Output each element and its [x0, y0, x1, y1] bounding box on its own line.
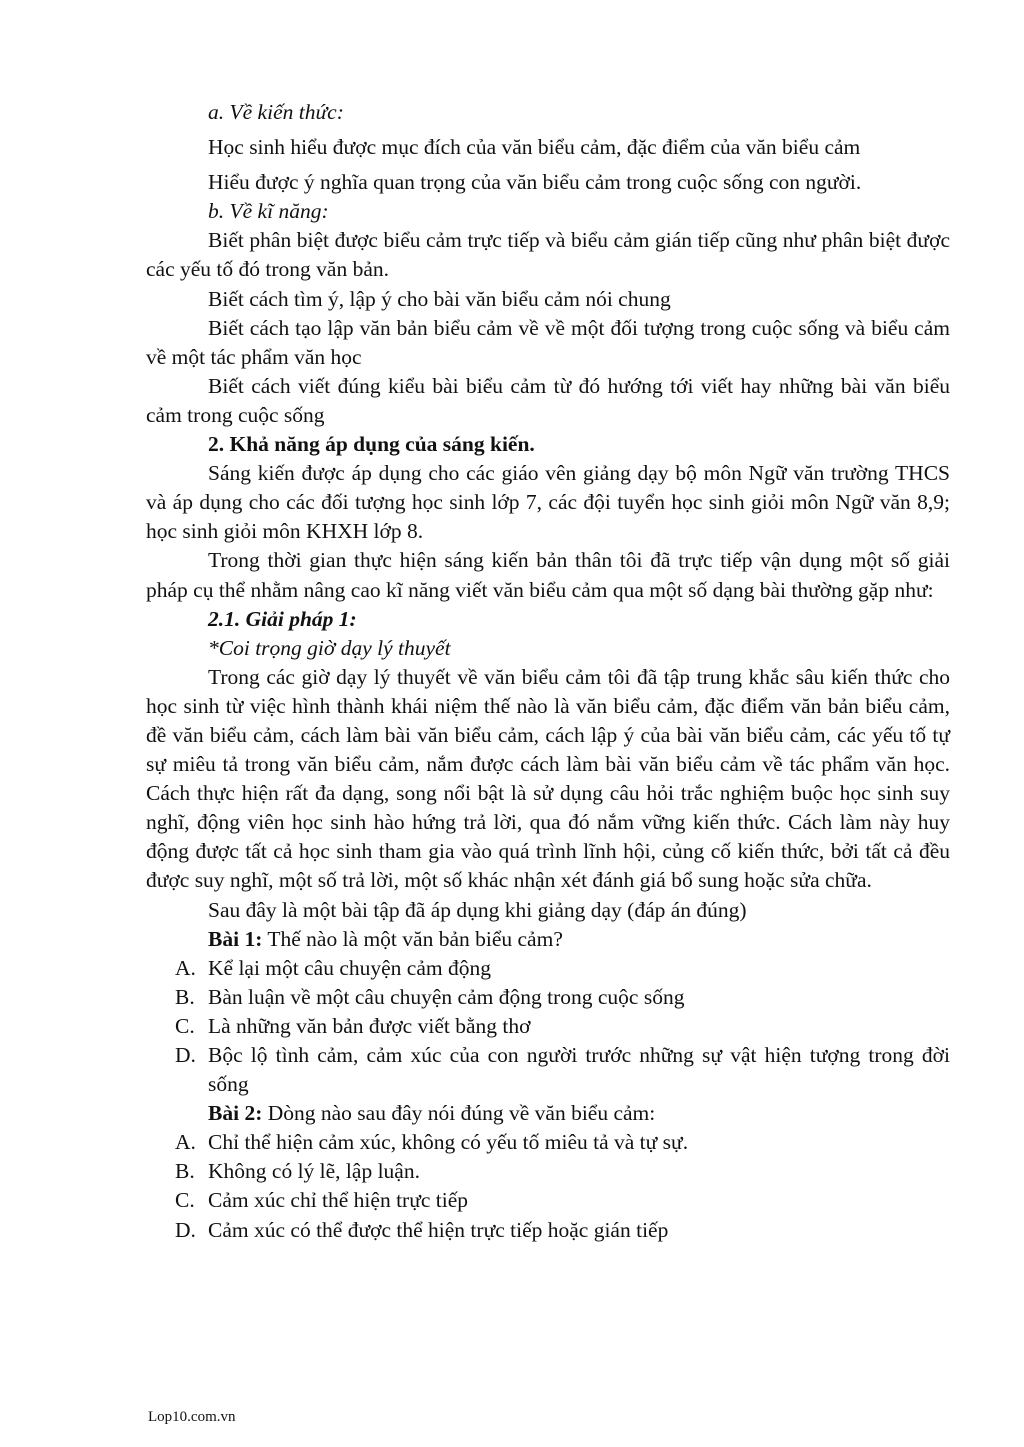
solution-1-heading: 2.1. Giải pháp 1:	[208, 606, 357, 631]
option-letter: C.	[175, 1188, 195, 1213]
option-item	[146, 1157, 950, 1186]
exercise-1-options	[146, 954, 950, 1099]
exercise-1-question	[146, 925, 950, 954]
exercise-label: Bài 1:	[208, 926, 263, 951]
option-item	[146, 1128, 950, 1157]
option-letter: D.	[175, 1217, 196, 1242]
exercise-2-options	[146, 1128, 950, 1244]
paragraph: Hiểu được ý nghĩa quan trọng của văn biểu cảm trong cuộc sống con người.	[208, 170, 862, 195]
option-text: Bộc lộ tình cảm, cảm xúc của con người trước những sự vật hiện tượng trong đời sống	[208, 1043, 950, 1097]
option-text: Chỉ thể hiện cảm xúc, không có yếu tố miêu tả và tự sự.	[208, 1130, 689, 1155]
option-item	[146, 1216, 950, 1245]
option-letter: C.	[175, 1013, 195, 1038]
exercise-question-text: Thế nào là một văn bản biểu cảm?	[262, 926, 563, 951]
option-item	[146, 983, 950, 1012]
paragraph: Biết cách tạo lập văn bản biểu cảm về về một đối tượng trong cuộc sống và biểu cảm về một tác phẩm văn học	[146, 315, 950, 369]
paragraph: Trong các giờ dạy lý thuyết về văn biểu cảm tôi đã tập trung khắc sâu kiến thức cho học sinh từ việc hình thành khái niệm thế nào là văn biểu cảm, đặc điểm văn bản biểu cảm, đề văn biểu cảm, cách làm bài văn biểu cảm, cách lập ý của bài văn biểu cảm, các yếu tố tự sự miêu tả trong văn biểu cảm, nắm được cách làm bài văn biểu cảm về tác phẩm văn học. Cách thực hiện rất đa dạng, song nổi bật là sử dụng câu hỏi trắc nghiệm buộc học sinh suy nghĩ, động viên học sinh hào hứng trả lời, qua đó nắm vững kiến thức. Cách làm này huy động được tất cả học sinh tham gia vào quá trình lĩnh hội, củng cố kiến thức, bởi tất cả đều được suy nghĩ, một số trả lời, một số khác nhận xét đánh giá bổ sung hoặc sửa chữa.	[146, 664, 950, 893]
document-body	[146, 98, 950, 1245]
option-letter: D.	[175, 1043, 196, 1067]
option-text: Là những văn bản được viết bằng thơ	[208, 1013, 531, 1038]
option-letter: A.	[175, 955, 196, 980]
paragraph: Sau đây là một bài tập đã áp dụng khi giảng dạy (đáp án đúng)	[208, 897, 747, 922]
paragraph: Học sinh hiểu được mục đích của văn biểu cảm, đặc điểm của văn biểu cảm	[208, 135, 861, 160]
solution-1-subheading: *Coi trọng giờ dạy lý thuyết	[208, 635, 451, 660]
exercise-label: Bài 2:	[208, 1101, 263, 1126]
option-letter: B.	[175, 1159, 195, 1184]
paragraph: Biết cách tìm ý, lập ý cho bài văn biểu cảm nói chung	[208, 286, 671, 311]
option-text: Không có lý lẽ, lập luận.	[208, 1159, 420, 1184]
option-item	[146, 954, 950, 983]
option-text: Cảm xúc có thể được thể hiện trực tiếp hoặc gián tiếp	[208, 1217, 669, 1242]
section-b-heading: b. Về kĩ năng:	[208, 199, 329, 224]
section-2-heading: 2. Khả năng áp dụng của sáng kiến.	[208, 432, 535, 457]
footer-source: Lop10.com.vn	[148, 1409, 236, 1425]
option-letter: B.	[175, 984, 195, 1009]
paragraph: Trong thời gian thực hiện sáng kiến bản thân tôi đã trực tiếp vận dụng một số giải pháp cụ thể nhằm nâng cao kĩ năng viết văn biểu cảm qua một số dạng bài thường gặp như:	[146, 548, 950, 602]
option-text: Bàn luận về một câu chuyện cảm động trong cuộc sống	[208, 984, 685, 1009]
section-a-heading: a. Về kiến thức:	[208, 100, 344, 124]
option-letter: A.	[175, 1130, 196, 1155]
option-item	[146, 1186, 950, 1215]
paragraph: Biết cách viết đúng kiểu bài biểu cảm từ đó hướng tới viết hay những bài văn biểu cảm trong cuộc sống	[146, 373, 950, 427]
paragraph: Sáng kiến được áp dụng cho các giáo vên giảng dạy bộ môn Ngữ văn trường THCS và áp dụng cho các đối tượng học sinh lớp 7, các đội tuyển học sinh giỏi môn Ngữ văn 8,9; học sinh giỏi môn KHXH lớp 8.	[146, 461, 950, 544]
exercise-2-question	[146, 1099, 950, 1128]
option-item	[146, 1012, 950, 1041]
exercise-question-text: Dòng nào sau đây nói đúng về văn biểu cảm:	[262, 1101, 656, 1126]
option-item	[146, 1041, 950, 1099]
option-text: Kể lại một câu chuyện cảm động	[208, 955, 491, 980]
paragraph: Biết phân biệt được biểu cảm trực tiếp và biểu cảm gián tiếp cũng như phân biệt được các yếu tố đó trong văn bản.	[146, 228, 950, 282]
option-text: Cảm xúc chỉ thể hiện trực tiếp	[208, 1188, 469, 1213]
